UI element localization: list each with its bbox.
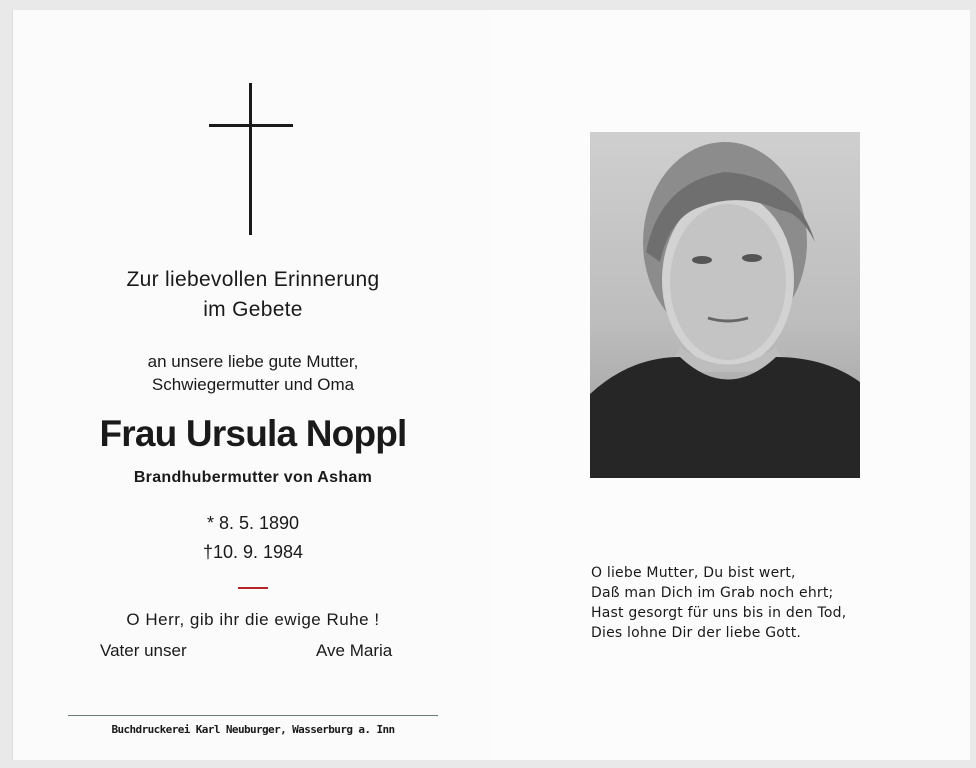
poem-line: Daß man Dich im Grab noch ehrt; xyxy=(591,585,834,601)
printer-credit: Buchdruckerei Karl Neuburger, Wasserburg a. Inn xyxy=(111,723,395,736)
cross-icon xyxy=(209,83,293,235)
memory-line-1: Zur liebevollen Erinnerung xyxy=(126,268,380,291)
prayer-vater-unser: Vater unser xyxy=(100,641,187,660)
prayer-line: O Herr, gib ihr die ewige Ruhe ! xyxy=(126,610,380,629)
poem-line: Hast gesorgt für uns bis in den Tod, xyxy=(591,605,847,621)
relation-line-1: an unsere liebe gute Mutter, xyxy=(147,352,359,371)
poem-line: O liebe Mutter, Du bist wert, xyxy=(591,565,796,581)
prayer-ave-maria: Ave Maria xyxy=(316,641,393,660)
red-divider xyxy=(238,587,268,589)
memorial-card-back xyxy=(494,10,970,760)
memory-line-2: im Gebete xyxy=(203,298,303,321)
relation-line-2: Schwiegermutter und Oma xyxy=(151,375,355,394)
poem xyxy=(591,563,846,643)
memorial-card-front xyxy=(12,10,494,760)
footer-rule xyxy=(68,715,438,716)
deceased-name: Frau Ursula Noppl xyxy=(99,413,407,454)
birth-date: * 8. 5. 1890 xyxy=(206,513,300,533)
portrait-photo xyxy=(590,132,860,478)
poem-line: Dies lohne Dir der liebe Gott. xyxy=(591,625,802,641)
farm-name: Brandhubermutter von Asham xyxy=(133,469,373,486)
memory-heading xyxy=(12,265,494,325)
death-date: †10. 9. 1984 xyxy=(202,542,304,562)
relation-text xyxy=(12,350,494,396)
